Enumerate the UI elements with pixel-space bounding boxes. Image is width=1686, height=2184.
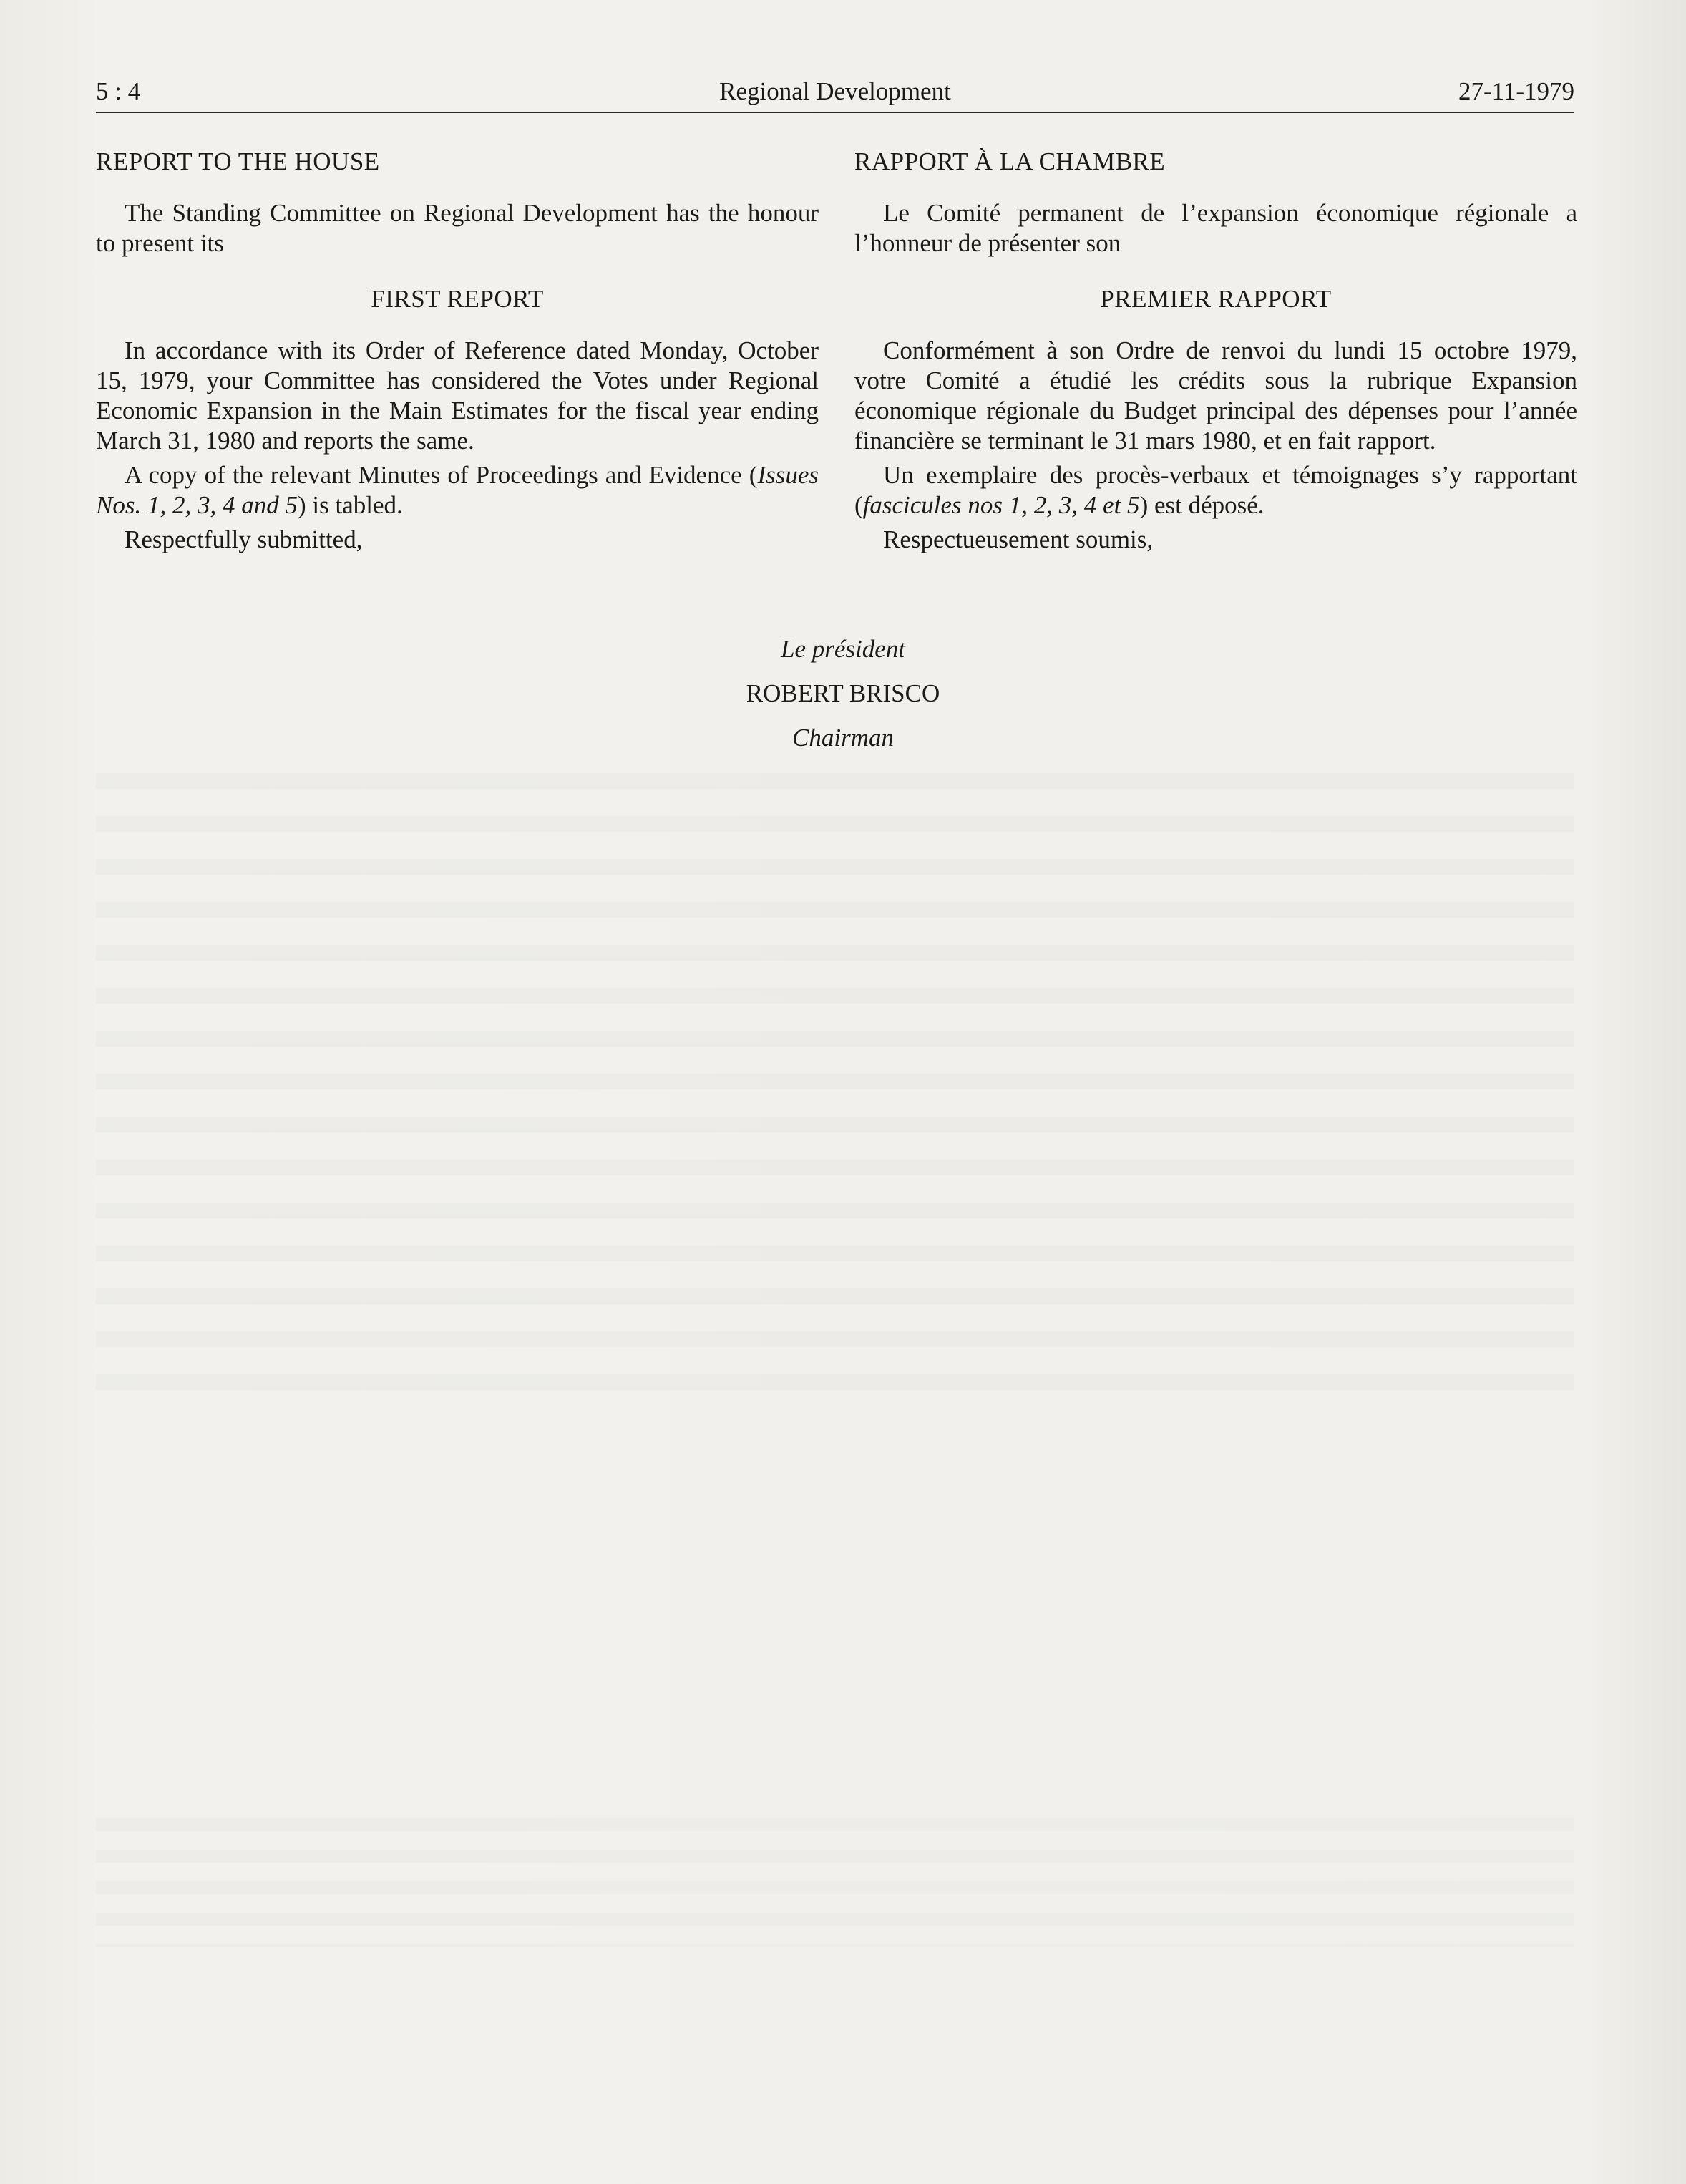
page-header [96, 77, 1574, 110]
french-copy-issues: fascicules nos 1, 2, 3, 4 et 5 [862, 491, 1140, 519]
english-column [96, 147, 819, 559]
french-intro: Le Comité permanent de l’expansion économique régionale a l’honneur de présenter son [854, 199, 1577, 257]
english-report-title: FIRST REPORT [371, 285, 544, 313]
bleed-through-texture [96, 773, 1574, 1417]
header-rule [96, 112, 1574, 113]
english-closing: Respectfully submitted, [125, 525, 363, 553]
french-heading: RAPPORT À LA CHAMBRE [854, 147, 1166, 175]
french-copy-note [854, 460, 1577, 520]
signature-title-fr: Le président [780, 635, 905, 663]
english-copy-note [96, 460, 819, 520]
french-body: Conformément à son Ordre de renvoi du lundi 15 octobre 1979, votre Comité a étudié les crédits sous la rubrique Expansion économique régionale du Budget principal des dépenses pour l’année financière se terminant le 31 mars 1980, et en fait rapport. [854, 336, 1577, 455]
french-closing: Respectueusement soumis, [883, 525, 1154, 553]
french-copy-suffix: ) est déposé. [1139, 491, 1264, 519]
english-intro: The Standing Committee on Regional Development has the honour to present its [96, 199, 819, 257]
signature-title-en: Chairman [792, 724, 894, 752]
bleed-through-footer [96, 1818, 1574, 1947]
english-heading: REPORT TO THE HOUSE [96, 147, 380, 175]
english-copy-prefix: A copy of the relevant Minutes of Proceedings and Evidence ( [125, 461, 758, 489]
french-copy-prefix: Un exemplaire des procès-verbaux et témoignages s’y rapportant ( [854, 461, 1577, 519]
english-copy-suffix: ) is tabled. [297, 491, 403, 519]
signature-name: ROBERT BRISCO [746, 679, 940, 707]
signature-block [0, 627, 1686, 760]
english-copy-issues: Issues Nos. 1, 2, 3, 4 and 5 [96, 461, 819, 519]
header-title: Regional Development [719, 77, 951, 105]
english-body: In accordance with its Order of Reference dated Monday, October 15, 1979, your Committee has considered the Votes under Regional Economic Expansion in the Main Estimates for the fiscal year ending March 31, 1980 and reports the same. [96, 336, 819, 455]
french-report-title: PREMIER RAPPORT [1100, 285, 1332, 313]
french-column [854, 147, 1577, 559]
page-number: 5 : 4 [96, 77, 141, 105]
header-date: 27-11-1979 [1458, 77, 1574, 105]
